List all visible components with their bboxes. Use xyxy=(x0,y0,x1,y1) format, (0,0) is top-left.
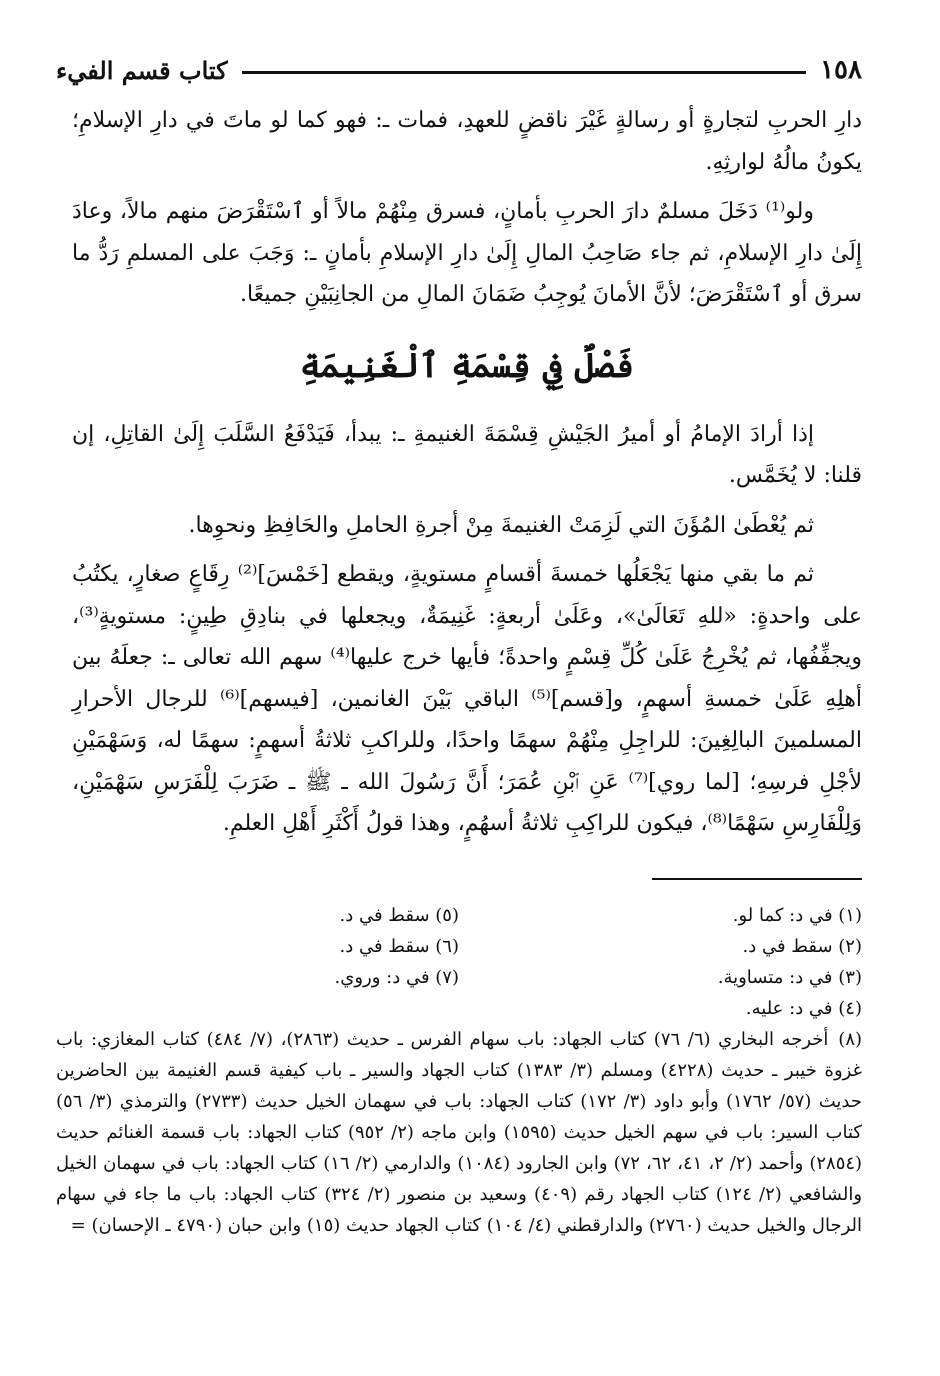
footnote-grid xyxy=(56,900,862,1024)
footnote-6: (٦) سقط في د. xyxy=(339,936,459,957)
paragraph-expenses: ثم يُعْطَىٰ المُؤَنَ التي لَزِمَتْ الغنيمةَ مِنْ أجرةِ الحاملِ والحَافِظِ ونحوِها. xyxy=(188,512,814,538)
footnote-column-right xyxy=(459,900,862,1024)
footnote-1: (١) في د: كما لو. xyxy=(732,905,862,926)
footnotes xyxy=(56,900,862,1241)
footnote-5: (٥) سقط في د. xyxy=(339,905,459,926)
footnote-column-left xyxy=(56,900,459,1024)
main-text xyxy=(72,100,862,845)
footnote-4: (٤) في د: عليه. xyxy=(745,998,862,1019)
footnote-separator xyxy=(652,878,862,880)
paragraph-theft-from-harbi: ولو⁽¹⁾ دَخَلَ مسلمٌ دارَ الحربِ بأمانٍ، فسرق مِنْهُمْ مالاً أو ٱسْتَقْرَضَ منهم مالاً، وعادَ إِلَىٰ دارِ الإسلامِ، ثم جاء صَاحِبُ المالِ إِلَىٰ دارِ الإسلامِ بأمانٍ ـ: وَجَبَ على المسلمِ رَدُّ ما سرق أو ٱسْتَقْرَضَ؛ لأنَّ الأمانَ يُوجِبُ ضَمَانَ المالِ من الجانِبَيْنِ جميعًا. xyxy=(72,199,862,307)
page-number: ١٥٨ xyxy=(820,55,862,85)
footnote-3: (٣) في د: متساوية. xyxy=(717,967,862,988)
footnote-2: (٢) سقط في د. xyxy=(742,936,862,957)
footnote-7: (٧) في د: وروي. xyxy=(334,967,459,988)
footnote-8 xyxy=(56,1024,862,1241)
section-heading: فَصْلٌ فِي قِسْمَةِ ٱلْغَنِيمَةِ xyxy=(299,345,635,386)
running-title: كتاب قسم الفيء xyxy=(56,55,228,85)
paragraph-five-shares: ثم ما بقي منها يَجْعَلُها خمسةَ أقسامٍ مستويةٍ، ويقطع [خَمْسَ]⁽²⁾ رِقَاعٍ صغارٍ، يكتُبُ على واحدةٍ: «للهِ تَعَالَىٰ»، وعَلَىٰ أربعةٍ: غَنِيمَةٌ، ويجعلها في بنادِقِ طِينٍ: مستويةٍ⁽³⁾، ويجفِّفُها، ثم يُخْرِجُ عَلَىٰ كُلِّ قِسْمٍ واحدةً؛ فأيها خرج عليها⁽⁴⁾ سهم الله تعالى ـ: جعلَهُ بين أهلِهِ عَلَىٰ خمسةِ أسهمٍ، و[قسم]⁽⁵⁾ الباقي بَيْنَ الغانمين، [فيسهم]⁽⁶⁾ للرجال الأحرارِ المسلمينَ البالِغِينَ: للراجِلِ مِنْهُمْ سهمًا واحدًا، وللراكبِ ثلاثةُ أسهمٍ: سهمًا له، وَسَهْمَيْنِ لأجْلِ فرسِهِ؛ [لما روي]⁽⁷⁾ عَنِ ٱبْنِ عُمَرَ؛ أَنَّ رَسُولَ الله ـ ﷺ ـ ضَرَبَ لِلْفَرَسِ سَهْمَيْنِ، وَلِلْفَارِسِ سَهْمًا⁽⁸⁾، فيكون للراكِبِ ثلاثةُ أسهُمٍ، وهذا قولُ أَكْثَرِ أَهْلِ العلمِ. xyxy=(72,562,863,836)
header-rule xyxy=(242,71,807,74)
paragraph-division-start: إذا أرادَ الإمامُ أو أميرُ الجَيْشِ قِسْمَةَ الغنيمةِ ـ: يبدأ، فَيَدْفَعُ السَّلَبَ إِلَىٰ القاتِلِ، إن قلنا: لا يُخَمَّس. xyxy=(72,421,862,488)
footnote-8-text: أخرجه البخاري (٦/ ٧٦) كتاب الجهاد: باب سهام الفرس ـ حديث (٢٨٦٣)، (٧/ ٤٨٤) كتاب المغازي: باب غزوة خيبر ـ حديث (٤٢٢٨) ومسلم (٣/ ١٣٨٣) كتاب الجهاد والسير ـ باب كيفية قسم الغنيمة بين الحاضرين حديث (٥٧/ ١٧٦٢) وأبو داود (٣/ ١٧٢) كتاب الجهاد: باب في سهمان الخيل حديث (٢٧٣٣) والترمذي (٣/ ٥٦) كتاب السير: باب في سهم الخيل حديث (١٥٩٥) وابن ماجه (٢/ ٩٥٢) كتاب الجهاد: باب قسمة الغنائم حديث (٢٨٥٤) وأحمد (٢/ ٢، ٤١، ٦٢، ٧٢) وابن الجارود (١٠٨٤) والدارمي (٢/ ١٦) كتاب الجهاد: باب في سهمان الخيل والشافعي (٢/ ١٢٤) كتاب الجهاد رقم (٤٠٩) وسعيد بن منصور (٢/ ٣٢٤) كتاب الجهاد: باب ما جاء في سهام الرجال والخيل حديث (٢٧٦٠) والدارقطني (٤/ ١٠٤) كتاب الجهاد حديث (١٥) وابن حبان (٤٧٩٠ ـ الإحسان) = xyxy=(56,1029,863,1236)
page-header xyxy=(56,52,862,88)
paragraph-continuation: دارِ الحربِ لتجارةٍ أو رسالةٍ غَيْرَ ناقضٍ للعهدِ، فمات ـ: فهو كما لو ماتَ في دارِ الإسلامِ؛ يكونُ مالُهُ لوارثِهِ. xyxy=(72,108,862,175)
footnote-8-label: (٨) xyxy=(838,1029,863,1050)
